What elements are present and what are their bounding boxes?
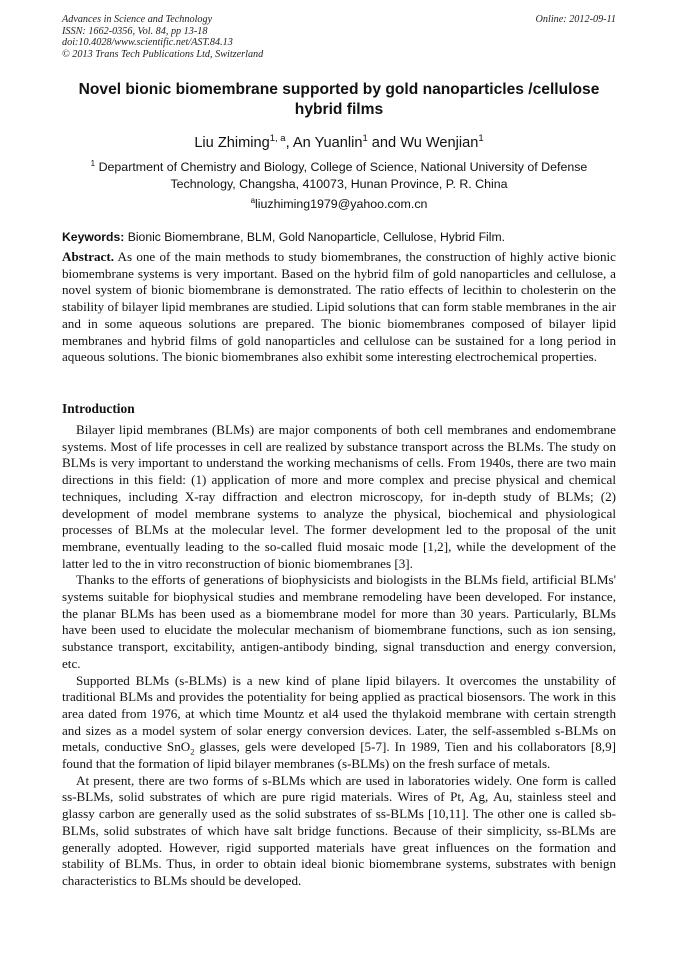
- author-affil-mark: 1: [362, 133, 368, 144]
- intro-paragraph-3: [62, 673, 616, 773]
- email-mark: a: [250, 196, 256, 205]
- journal-issn: ISSN: 1662-0356, Vol. 84, pp 13-18: [62, 25, 208, 37]
- author-name: Liu Zhiming: [194, 134, 270, 151]
- author-separator: and: [367, 134, 401, 151]
- keywords-label: Keywords:: [62, 230, 125, 244]
- intro-paragraph-4: At present, there are two forms of s-BLMs which are used in laboratories widely. One form is called ss-BLMs, solid substrates of which are pure rigid materials. Wires of Pt, Ag, Au, stainless steel and glassy carbon are generally used as the solid substrates of ss-BLMs [10,11]. The other one is called sb-BLMs, solid substrates of which have salt bridge functions. Because of their simplicity, ss-BLMs are generally adopted. However, rigid supported materials have great influences on the formation and stability of BLMs. Thus, in order to obtain ideal bionic biomembrane systems, substrates with benign characteristics to BLMs should be developed.: [62, 772, 616, 888]
- journal-copyright: © 2013 Trans Tech Publications Ltd, Switzerland: [62, 48, 264, 60]
- abstract: [62, 249, 616, 366]
- author-email: [62, 193, 616, 212]
- intro-paragraph-2: Thanks to the efforts of generations of biophysicists and biologists in the BLMs field, artificial BLMs' systems suitable for biophysical studies and membrane remodeling have been developed. For instance, the planar BLMs has been used as a biomembrane model for more than 30 years. Particularly, BLMs have been used to elucidate the molecular mechanism of biomembrane functions, such as ion sensing, substance transport, excitability, antigen-antibody binding, signal transduction and energy conversion, etc.: [62, 572, 616, 671]
- journal-name: Advances in Science and Technology: [62, 14, 213, 25]
- author-name: Wu Wenjian: [400, 134, 479, 151]
- affiliation-text: Department of Chemistry and Biology, College of Science, National University of Defense Technology, Changsha, 410073, Hunan Province, P. R. China: [98, 160, 588, 191]
- intro-paragraph-3-part-a: Supported BLMs (s-BLMs) is a new kind of plane lipid bilayers. It overcomes the unstability of traditional BLMs and provides the potentiality for being applied as practical biosensors. The work in this area dated from 1976, at which time Mountz et al4 used the thylakoid membrane with certain strength and sizes as a model system of solar energy conversion devices. Later, the self-assembled s-BLMs on metals, conductive SnO: [62, 672, 616, 755]
- author-affil-mark: 1, a: [269, 133, 286, 144]
- journal-doi: doi:10.4028/www.scientific.net/AST.84.13: [62, 37, 233, 49]
- paper-title: Novel bionic biomembrane supported by gold nanoparticles /cellulose hybrid films: [78, 81, 600, 118]
- journal-header: [62, 14, 263, 60]
- section-heading-introduction: Introduction: [62, 401, 135, 416]
- affiliation: [62, 156, 616, 192]
- keywords: [62, 229, 616, 245]
- intro-paragraph-1: Bilayer lipid membranes (BLMs) are major components of both cell membranes and endomembrane systems. Most of life processes in cell are realized by substance transport across the BLMs. The study on BLMs is very important to understand the working mechanisms of cells. From 1940s, there are two main directions in this field: (1) application of more and more complex and precise physical and chemical techniques, including X-ray diffraction and electron microscopy, for in-depth study of BLMs; (2) development of model membrane systems to analyze the physical, biochemical and physiological processes of BLMs at the molecular level. The former development led to the proposal of the unit membrane, eventually leading to the so-called fluid mosaic mode [1,2], while the development of the latter led to the in vitro reconstruction of bionic biomembranes [3].: [62, 422, 616, 571]
- abstract-text: As one of the main methods to study biomembranes, the construction of highly active bionic biomembrane systems is very important. Based on the hybrid film of gold nanoparticles and cellulose, a novel system of bionic biomembrane is demonstrated. The ratio effects of lecithin to cholesterin on the stability of bilayer lipid membranes are studied. Lipid solutions that can form stable membranes in the air and in some aqueous solutions are prepared. The bionic biomembranes composed of bilayer lipid membranes and hybrid films of gold nanoparticles and cellulose can be sustained for a long period in aqueous solutions. The bionic biomembranes also exhibit some interesting electrochemical properties.: [62, 249, 616, 365]
- abstract-paragraph: [62, 249, 616, 366]
- email-address[interactable]: liuzhiming1979@yahoo.com.cn: [255, 197, 428, 212]
- online-date: Online: 2012-09-11: [535, 14, 616, 25]
- author-affil-mark: 1: [478, 133, 484, 144]
- abstract-label: Abstract.: [62, 249, 114, 264]
- keywords-text: Bionic Biomembrane, BLM, Gold Nanoparticle, Cellulose, Hybrid Film.: [127, 230, 505, 244]
- introduction-body: [62, 422, 616, 890]
- author-list: [62, 130, 616, 152]
- author-name: An Yuanlin: [292, 134, 363, 151]
- intro-paragraph-3-part-b: glasses, gels were developed [5-7]. In 1989, Tien and his collaborators [8,9] found that the formation of lipid bilayer membranes (s-BLMs) on the fresh surface of metals.: [62, 739, 616, 772]
- author-separator: ,: [285, 134, 293, 151]
- affiliation-mark: 1: [90, 159, 96, 168]
- subscript-2: 2: [190, 746, 195, 757]
